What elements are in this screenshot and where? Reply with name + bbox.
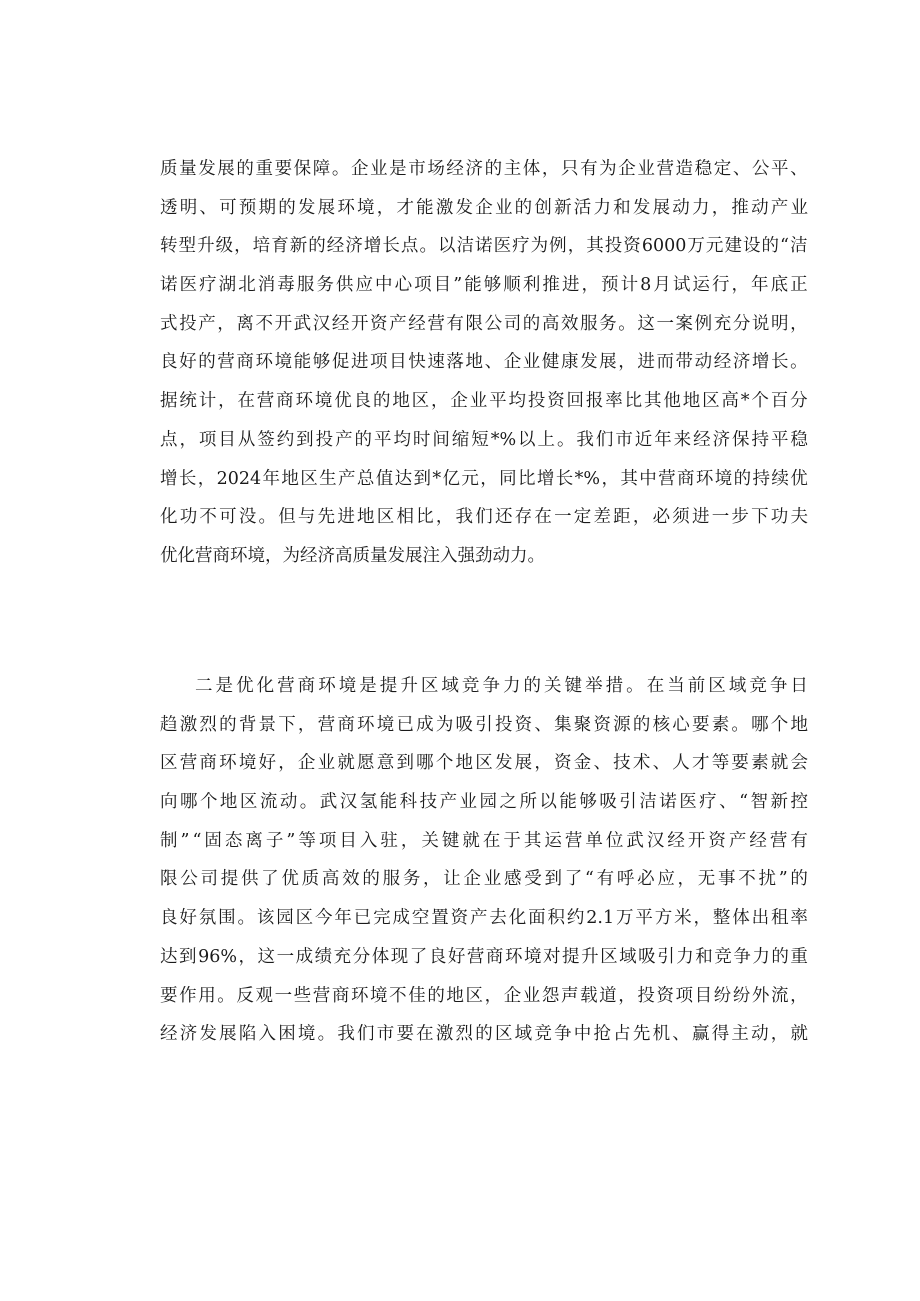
text-line: 经 济 发 展 陷 入 困 境 。 我 们 市 要 在 激 烈 的 区 域 竞 争 中 抢 占 先 机 、 赢 得 主 动 ， 就 <box>160 1024 808 1045</box>
text-line: 诺 医 疗 湖 北 消 毒 服 务 供 应 中 心 项 目 ” 能 够 顺 利 推 进 ， 预 计 8 月 试 运 行 ， 年 底 正 <box>160 275 808 296</box>
text-line: 良 好 的 营 商 环 境 能 够 促 进 项 目 快 速 落 地 、 企 业 健 康 发 展 ， 进 而 带 动 经 济 增 长 。 <box>160 352 808 373</box>
text-line: 透 明 、 可 预 期 的 发 展 环 境 ， 才 能 激 发 企 业 的 创 新 活 力 和 发 展 动 力 ， 推 动 产 业 <box>160 197 808 218</box>
text-line: 良 好 氛 围 。 该 园 区 今 年 已 完 成 空 置 资 产 去 化 面 积 约 2.1 万 平 方 米 ， 整 体 出 租 率 <box>160 908 808 929</box>
paragraph-1 <box>160 150 808 576</box>
text-line: 要 作 用 。 反 观 一 些 营 商 环 境 不 佳 的 地 区 ， 企 业 怨 声 载 道 ， 投 资 项 目 纷 纷 外 流 ， <box>160 985 808 1006</box>
text-line: 趋 激 烈 的 背 景 下 ， 营 商 环 境 已 成 为 吸 引 投 资 、 集 聚 资 源 的 核 心 要 素 。 哪 个 地 <box>160 714 808 735</box>
text-line: 点 ， 项 目 从 签 约 到 投 产 的 平 均 时 间 缩 短 *% 以 上 。 我 们 市 近 年 来 经 济 保 持 平 稳 <box>160 429 808 450</box>
text-line: 据 统 计 ， 在 营 商 环 境 优 良 的 地 区 ， 企 业 平 均 投 资 回 报 率 比 其 他 地 区 高 * 个 百 分 <box>160 391 808 412</box>
text-line: 质 量 发 展 的 重 要 保 障 。 企 业 是 市 场 经 济 的 主 体 ， 只 有 为 企 业 营 造 稳 定 、 公 平 、 <box>160 159 808 179</box>
paragraph-2 <box>160 667 808 1054</box>
text-line: 增 长 ， 2024 年 地 区 生 产 总 值 达 到 * 亿 元 ， 同 比 增 长 *% ， 其 中 营 商 环 境 的 持 续 优 <box>160 468 808 489</box>
text-line: 区 营 商 环 境 好 ， 企 业 就 愿 意 到 哪 个 地 区 发 展 ， 资 金 、 技 术 、 人 才 等 要 素 就 会 <box>160 753 808 774</box>
text-line: 化 功 不 可 没 。 但 与 先 进 地 区 相 比 ， 我 们 还 存 在 一 定 差 距 ， 必 须 进 一 步 下 功 夫 <box>160 507 808 528</box>
text-line: 二 是 优 化 营 商 环 境 是 提 升 区 域 竞 争 力 的 关 键 举 措 。 在 当 前 区 域 竞 争 日 <box>195 676 808 696</box>
text-line: 式 投 产 ， 离 不 开 武 汉 经 开 资 产 经 营 有 限 公 司 的 高 效 服 务 。 这 一 案 例 充 分 说 明 ， <box>160 313 808 334</box>
text-line: 限 公 司 提 供 了 优 质 高 效 的 服 务 ， 让 企 业 感 受 到 了 “ 有 呼 必 应 ， 无 事 不 扰 ” 的 <box>160 869 808 890</box>
text-line: 向 哪 个 地 区 流 动 。 武 汉 氢 能 科 技 产 业 园 之 所 以 能 够 吸 引 洁 诺 医 疗 、 “ 智 新 控 <box>160 792 808 813</box>
text-line: 制 ” “ 固 态 离 子 ” 等 项 目 入 驻 ， 关 键 就 在 于 其 运 营 单 位 武 汉 经 开 资 产 经 营 有 <box>160 830 808 851</box>
text-line: 达 到 96% ， 这 一 成 绩 充 分 体 现 了 良 好 营 商 环 境 对 提 升 区 域 吸 引 力 和 竞 争 力 的 重 <box>160 946 808 967</box>
text-line: 转 型 升 级 ， 培 育 新 的 经 济 增 长 点 。 以 洁 诺 医 疗 为 例 ， 其 投 资 6000 万 元 建 设 的 “ 洁 <box>160 236 808 257</box>
text-line: 优化营商环境，为经济高质量发展注入强劲动力。 <box>160 545 545 566</box>
